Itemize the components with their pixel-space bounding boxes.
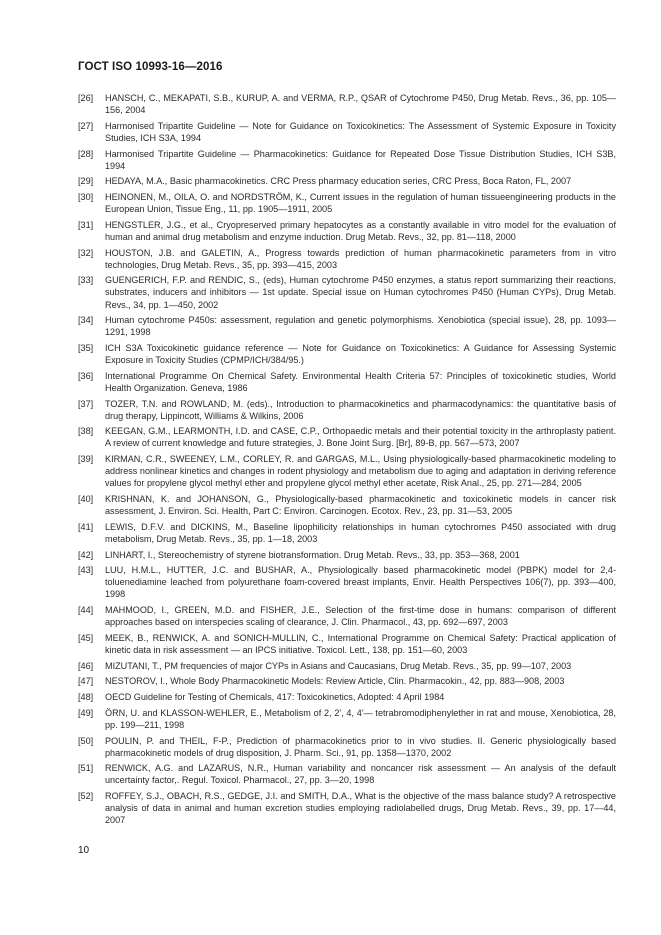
reference-item <box>78 604 616 628</box>
reference-item <box>78 707 616 731</box>
reference-text: ÖRN, U. and KLASSON-WEHLER, E., Metabolism of 2, 2', 4, 4'— tetrabromodiphenylether in rat and mouse, Xenobiotica, 28, pp. 199—211, 1998 <box>105 707 616 730</box>
reference-number: [46] <box>78 660 94 671</box>
reference-item <box>78 735 616 759</box>
reference-item <box>78 191 616 215</box>
reference-number: [40] <box>78 494 94 505</box>
reference-number: [27] <box>78 120 94 131</box>
reference-text: International Programme On Chemical Safety. Environmental Health Criteria 57: Principles of toxicokinetic studies, World Health Organization. Geneva, 1986 <box>105 370 616 393</box>
reference-number: [38] <box>78 426 94 437</box>
reference-number: [37] <box>78 398 94 409</box>
reference-text: GUENGERICH, F.P. and RENDIC, S., (eds), Human cytochrome P450 enzymes, a status report summarizing their reactions, substrates, inducers and inhibitors — 1st update. Special issue on Human cytochromes P450 (Human CYPs), Drug Metab. Revs., 34, pp. 1—450, 2002 <box>105 275 616 310</box>
reference-text: POULIN, P. and THEIL, F-P., Prediction of pharmacokinetics prior to in vivo studies. II. Generic physiologically based pharmacokinetic models of drug disposition, J. Pharm. Sci., 91, pp. 1358—1370, 2002 <box>105 735 616 758</box>
reference-text: HENGSTLER, J.G., et al., Cryopreserved primary hepatocytes as a constantly available in vitro model for the evaluation of human and animal drug metabolism and enzyme induction. Drug Metab. Revs., 32, pp. 81—118, 2000 <box>105 219 616 242</box>
reference-text: MAHMOOD, I., GREEN, M.D. and FISHER, J.E., Selection of the first-time dose in humans: comparison of different approaches based on interspecies scaling of clearance, J. Clin. Pharmacol., 43, pp. 692—697, 2003 <box>105 605 616 628</box>
reference-text: MEEK, B., RENWICK, A. and SONICH-MULLIN, C., International Programme on Chemical Safety: Practical application of kinetic data in risk assessment — an IPCS initiative. Toxicol. Lett., 138, pp. 151—60, 2003 <box>105 632 616 656</box>
reference-text: Human cytochrome P450s: assessment, regulation and genetic polymorphisms. Xenobiotica (special issue), 28, pp. 1093—1291, 1998 <box>105 315 616 338</box>
reference-text: HANSCH, C., MEKAPATI, S.B., KURUP, A. and VERMA, R.P., QSAR of Cytochrome P450, Drug Metab. Revs., 36, pp. 105—156, 2004 <box>105 93 616 116</box>
reference-item <box>78 274 616 310</box>
reference-text: MIZUTANI, T., PM frequencies of major CYPs in Asians and Caucasians, Drug Metab. Revs., 35, pp. 99—107, 2003 <box>105 660 572 671</box>
reference-item <box>78 92 616 116</box>
reference-text: LEWIS, D.F.V. and DICKINS, M., Baseline lipophilicity relationships in human cytochromes P450 associated with drug metabolism, Drug Metab. Revs., 35, pp. 1—18, 2003 <box>105 521 616 544</box>
reference-text: LINHART, I., Stereochemistry of styrene biotransformation. Drug Metab. Revs., 33, pp. 353—368, 2001 <box>105 549 520 560</box>
reference-number: [47] <box>78 676 94 687</box>
reference-item <box>78 675 616 687</box>
reference-item <box>78 314 616 338</box>
reference-number: [41] <box>78 521 94 532</box>
reference-number: [35] <box>78 343 94 354</box>
reference-item <box>78 521 616 545</box>
reference-item <box>78 691 616 703</box>
reference-text: HOUSTON, J.B. and GALETIN, A., Progress towards prediction of human pharmacokinetic parameters from in vitro technologies, Drug Metab. Revs., 35, pp. 393—415, 2003 <box>105 247 616 270</box>
page-number: 10 <box>78 845 90 856</box>
reference-number: [50] <box>78 735 94 746</box>
reference-text: KIRMAN, C.R., SWEENEY, L.M., CORLEY, R. and GARGAS, M.L., Using physiologically-based pharmacokinetic modeling to address nonlinear kinetics and changes in rodent physiology and metabolism due to aging and adaptation in deriving reference values for propylene glycol methyl ether and propylene glycol methyl ether acetate, Risk Anal., 25, pp. 271—284, 2005 <box>105 454 616 489</box>
reference-number: [49] <box>78 707 94 718</box>
reference-text: ROFFEY, S.J., OBACH, R.S., GEDGE, J.I. and SMITH, D.A., What is the objective of the mass balance study? A retrospective analysis of data in animal and human excretion studies employing radiolabelled drugs, Drug Metab. Revs., 39, pp. 17—44, 2007 <box>105 791 616 826</box>
reference-number: [39] <box>78 454 94 465</box>
reference-number: [52] <box>78 791 94 802</box>
reference-item <box>78 120 616 144</box>
reference-number: [30] <box>78 192 94 203</box>
reference-number: [33] <box>78 275 94 286</box>
reference-item <box>78 342 616 366</box>
reference-number: [29] <box>78 176 94 187</box>
reference-item <box>78 453 616 489</box>
reference-item <box>78 175 616 187</box>
reference-number: [44] <box>78 605 94 616</box>
reference-number: [34] <box>78 315 94 326</box>
reference-text: KRISHNAN, K. and JOHANSON, G., Physiologically-based pharmacokinetic and toxicokinetic models in cancer risk assessment, J. Environ. Sci. Health, Part C: Environ. Carcinogen. Ecotox. Rev., 23, pp. 31—53, 2005 <box>105 494 616 517</box>
reference-text: ICH S3A Toxicokinetic guidance reference — Note for Guidance on Toxicokinetics: A Guidance for Assessing Systemic Exposure in Toxicity Studies (CPMP/ICH/384/95.) <box>105 343 616 366</box>
reference-number: [36] <box>78 370 94 381</box>
reference-text: Harmonised Tripartite Guideline — Note for Guidance on Toxicokinetics: The Assessment of Systemic Exposure in Toxicity Studies, ICH S3A, 1994 <box>105 120 616 143</box>
reference-number: [51] <box>78 763 94 774</box>
reference-number: [32] <box>78 247 94 258</box>
reference-item <box>78 398 616 422</box>
reference-item <box>78 370 616 394</box>
reference-item <box>78 632 616 656</box>
reference-text: HEDAYA, M.A., Basic pharmacokinetics. CRC Press pharmacy education series, CRC Press, Boca Raton, FL, 2007 <box>105 176 572 187</box>
reference-text: KEEGAN, G.M., LEARMONTH, I.D. and CASE, C.P., Orthopaedic metals and their potential toxicity in the arthroplasty patient. A review of current knowledge and future strategies, J. Bone Joint Surg. [Br], 89-B, pp. 567—573, 2007 <box>105 426 616 449</box>
reference-list <box>78 92 616 830</box>
reference-item <box>78 247 616 271</box>
reference-item <box>78 564 616 600</box>
reference-number: [28] <box>78 148 94 159</box>
reference-text: Harmonised Tripartite Guideline — Pharmacokinetics: Guidance for Repeated Dose Tissue Distribution Studies, ICH S3B, 1994 <box>105 148 616 171</box>
reference-item <box>78 219 616 243</box>
reference-number: [31] <box>78 219 94 230</box>
reference-text: RENWICK, A.G. and LAZARUS, N.R., Human variability and noncancer risk assessment — An analysis of the default uncertainty factor,. Regul. Toxicol. Pharmacol., 27, pp. 3—20, 1998 <box>105 763 616 786</box>
reference-item <box>78 762 616 786</box>
reference-item <box>78 493 616 517</box>
reference-number: [43] <box>78 565 94 576</box>
reference-item <box>78 660 616 672</box>
document-header: ГОСТ ISO 10993-16—2016 <box>78 61 223 73</box>
reference-number: [42] <box>78 549 94 560</box>
reference-number: [48] <box>78 692 94 703</box>
reference-item <box>78 425 616 449</box>
reference-text: TOZER, T.N. and ROWLAND, M. (eds)., Introduction to pharmacokinetics and pharmacodynamics: the quantitative basis of drug therapy, Lippincott, Williams & Wilkins, 2006 <box>105 398 616 421</box>
reference-number: [45] <box>78 632 94 643</box>
reference-text: OECD Guideline for Testing of Chemicals, 417: Toxicokinetics, Adopted: 4 April 1984 <box>105 692 445 703</box>
reference-number: [26] <box>78 93 94 103</box>
reference-item <box>78 549 616 561</box>
reference-text: LUU, H.M.L., HUTTER, J.C. and BUSHAR, A., Physiologically based pharmacokinetic model (PBPK) model for 2,4-toluenediamine leached from polyurethane foam-covered breast implants, Envir. Health Perspectives 106(7), pp. 393—400, 1998 <box>105 565 616 600</box>
reference-item <box>78 148 616 172</box>
reference-text: HEINONEN, M., OILA, O. and NORDSTRÖM, K., Current issues in the regulation of human tissueengineering products in the European Union, Tissue Eng., 11, pp. 1905—1911, 2005 <box>105 192 616 215</box>
reference-text: NESTOROV, I., Whole Body Pharmacokinetic Models: Review Article, Clin. Pharmacokin., 42, pp. 883—908, 2003 <box>105 676 565 687</box>
reference-item <box>78 790 616 826</box>
